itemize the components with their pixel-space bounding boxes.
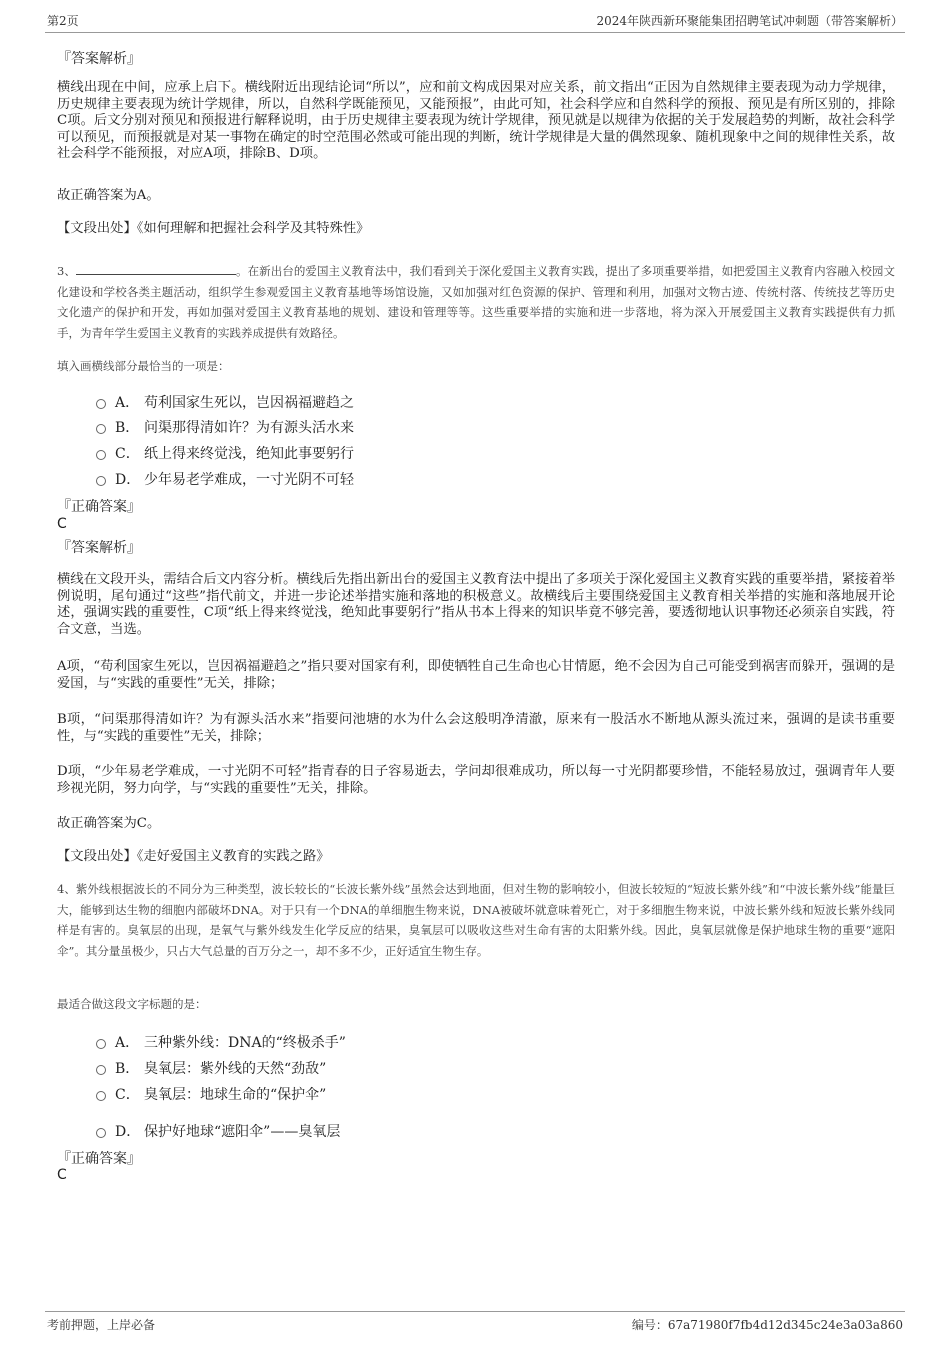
q3-analysis-label: 『答案解析』: [57, 540, 141, 556]
q3-answer: C: [57, 516, 67, 532]
option-letter: A．: [115, 395, 140, 411]
q4-answer-label: 『正确答案』: [57, 1151, 141, 1167]
option-text: 臭氧层：紫外线的天然“劲敌”: [144, 1061, 327, 1077]
q3-explanation-d: D项，“少年易老学难成，一寸光阴不可轻”指青春的日子容易逝去，学问却很难成功，所以每一寸光阴都要珍惜，不能轻易放过，强调青年人要珍视光阴，努力向学，与“实践的重要性”无关，排除。: [57, 764, 895, 796]
option-text: 臭氧层：地球生命的“保护伞”: [144, 1087, 327, 1103]
page-footer: [45, 1311, 905, 1332]
option-text: 问渠那得清如许？为有源头活水来: [144, 420, 354, 436]
option-letter: D．: [115, 1124, 141, 1140]
option-text: 三种紫外线：DNA的“终极杀手”: [144, 1035, 346, 1051]
radio-icon[interactable]: [96, 1091, 106, 1101]
q3-analysis: 横线在文段开头，需结合后文内容分析。横线后先指出新出台的爱国主义教育法中提出了多项关于深化爱国主义教育实践的重要举措，紧接着举例说明，尾句通过“这些”指代前文，并进一步论述举措实施和落地的积极意义。故横线后主要围绕爱国主义教育相关举措的实施和落地展开论述，强调实践的重要性，C项“纸上得来终觉浅，绝知此事要躬行”指从书本上得来的知识毕竟不够完善，要透彻地认识事物还必须亲自实践，符合文意，当选。: [57, 572, 895, 637]
q3-question-text: [57, 261, 895, 343]
option-letter: A．: [115, 1035, 140, 1051]
option-letter: C．: [115, 446, 140, 462]
q4-answer: C: [57, 1167, 67, 1183]
document-title: 2024年陕西新环聚能集团招聘笔试冲刺题（带答案解析）: [596, 14, 903, 28]
radio-icon[interactable]: [96, 399, 106, 409]
radio-icon[interactable]: [96, 424, 106, 434]
q2-analysis-label: 『答案解析』: [57, 51, 141, 67]
option-text: 纸上得来终觉浅，绝知此事要躬行: [144, 446, 354, 462]
option-text: 保护好地球“遮阳伞”——臭氧层: [144, 1124, 341, 1140]
option-letter: B．: [115, 420, 140, 436]
q3-source: 【文段出处】《走好爱国主义教育的实践之路》: [57, 849, 330, 864]
page-number: 第2页: [47, 14, 79, 28]
q4-question-text: 4、紫外线根据波长的不同分为三种类型，波长较长的“长波长紫外线”虽然会达到地面，但对生物的影响较小，但波长较短的“短波长紫外线”和“中波长紫外线”能量巨大，能够到达生物的细胞内部破坏DNA。对于只有一个DNA的单细胞生物来说，DNA被破坏就意味着死亡，对于多细胞生物来说，中波长紫外线和短波长紫外线同样是有害的。臭氧层的出现，是氧气与紫外线发生化学反应的结果，臭氧层可以吸收这些对生命有害的太阳紫外线。因此，臭氧层就像是保护地球生物的重要“遮阳伞”。其分量虽极少，只占大气总量的百万分之一，却不多不少，正好适宜生物生存。: [57, 882, 895, 958]
option-text: 苟利国家生死以，岂因祸福避趋之: [144, 395, 354, 411]
q3-prompt: 填入画横线部分最恰当的一项是：: [57, 359, 230, 373]
radio-icon[interactable]: [96, 1065, 106, 1075]
q3-answer-label: 『正确答案』: [57, 499, 141, 515]
option-letter: D．: [115, 472, 141, 488]
option-letter: B．: [115, 1061, 140, 1077]
q3-explanation-a: A项，“苟利国家生死以，岂因祸福避趋之”指只要对国家有利，即使牺牲自己生命也心甘情愿，绝不会因为自己可能受到祸害而躲开，强调的是爱国，与“实践的重要性”无关，排除；: [57, 659, 895, 691]
radio-icon[interactable]: [96, 476, 106, 486]
q2-source: 【文段出处】《如何理解和把握社会科学及其特殊性》: [57, 221, 370, 236]
option-text: 少年易老学难成，一寸光阴不可轻: [144, 472, 354, 488]
footer-slogan: 考前押题，上岸必备: [47, 1318, 156, 1332]
q3-explanation-b: B项，“问渠那得清如许？为有源头活水来”指要问池塘的水为什么会这般明净清澈，原来有一股活水不断地从源头流过来，强调的是读书重要性，与“实践的重要性”无关，排除；: [57, 712, 895, 744]
document-id: 编号：67a71980f7fb4d12d345c24e3a03a860: [631, 1318, 903, 1332]
radio-icon[interactable]: [96, 1128, 106, 1138]
q3-conclusion: 故正确答案为C。: [57, 816, 161, 831]
q2-analysis: 横线出现在中间，应承上启下。横线附近出现结论词“所以”，应和前文构成因果对应关系，前文指出“正因为自然规律主要表现为动力学规律，历史规律主要表现为统计学规律，所以，自然科学既能预见，又能预报”，由此可知，社会科学应和自然科学的预报、预见是有所区别的，排除C项。后文分别对预见和预报进行解释说明，由于历史规律主要表现为统计学规律，预见就是以规律为依据的关于发展趋势的判断，故社会科学可以预见，而预报就是对某一事物在确定的时空范围必然或可能出现的判断，统计学规律是大量的偶然现象、随机现象中之间的规律性关系，故社会科学不能预报，对应A项，排除B、D项。: [57, 80, 895, 162]
q3-passage: 。在新出台的爱国主义教育法中，我们看到关于深化爱国主义教育实践，提出了多项重要举措，如把爱国主义教育内容融入校园文化建设和学校各类主题活动，组织学生参观爱国主义教育基地等场馆设施，又如加强对红色资源的保护、管理和利用，加强对文物古迹、传统村落、传统技艺等历史文化遗产的保护和开发，再如加强对爱国主义教育基地的规划、建设和管理等等。这些重要举措的实施和进一步落地，将为深入开展爱国主义教育实践提供有力抓手，为青年学生爱国主义教育的实践养成提供有效路径。: [57, 264, 895, 340]
page-header: [45, 12, 905, 33]
radio-icon[interactable]: [96, 1039, 106, 1049]
radio-icon[interactable]: [96, 450, 106, 460]
q4-prompt: 最适合做这段文字标题的是：: [57, 997, 207, 1011]
q3-number: 3、: [57, 264, 76, 278]
option-letter: C．: [115, 1087, 140, 1103]
q2-conclusion: 故正确答案为A。: [57, 188, 160, 203]
q3-blank: [76, 264, 236, 275]
